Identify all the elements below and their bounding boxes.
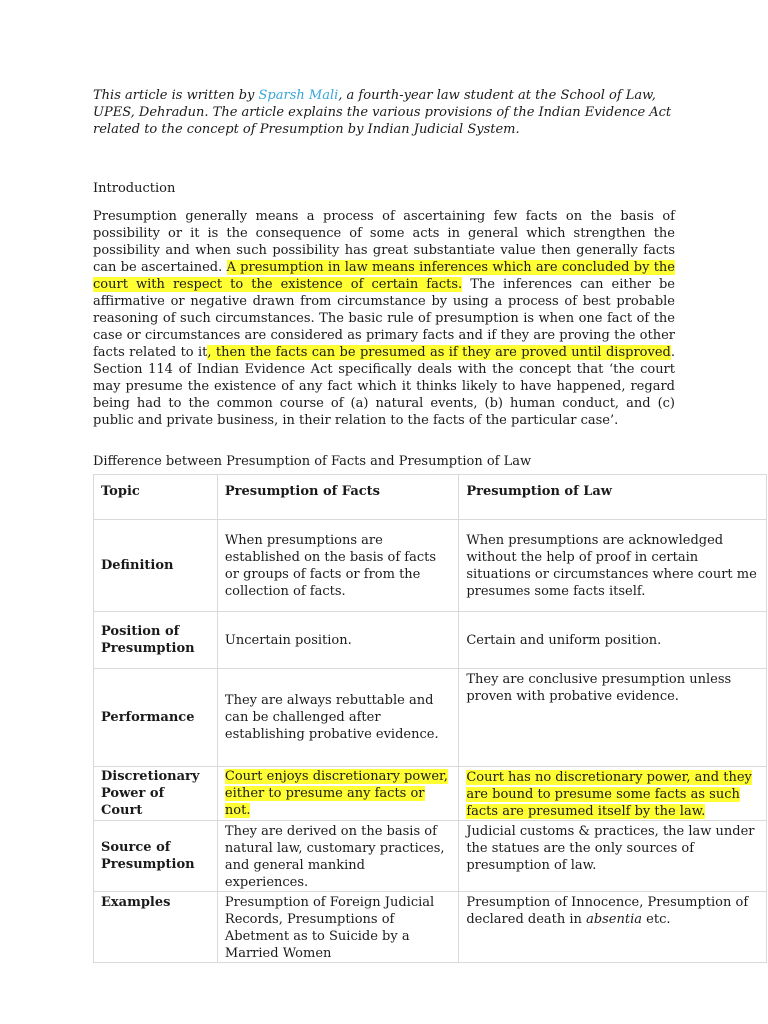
presumption-of-facts-cell: Uncertain position. xyxy=(217,612,458,669)
table-row xyxy=(94,669,767,767)
cell-text: etc. xyxy=(642,912,671,927)
author-note-prefix: This article is written by xyxy=(93,88,259,103)
paragraph-text: Presumption generally means a process of ascertaining few facts on the basis of possibility or it is the consequence of some acts in general which strengthen the possibility and when such possibility has great substantiate value then generally facts can be ascertained. xyxy=(93,209,675,275)
row-topic: Source of Presumption xyxy=(94,821,218,892)
table-row xyxy=(94,892,767,963)
table-row xyxy=(94,612,767,669)
highlighted-text: Court has no discretionary power, and they are bound to presume some facts as such facts are presumed itself by the law. xyxy=(466,770,752,819)
presumption-of-law-cell xyxy=(459,892,767,963)
introduction-paragraph xyxy=(93,208,675,429)
presumption-of-facts-cell xyxy=(217,767,458,821)
column-header: Presumption of Law xyxy=(459,475,767,520)
table-row xyxy=(94,767,767,821)
section-heading: Introduction xyxy=(93,181,176,196)
row-topic: Discretionary Power of Court xyxy=(94,767,218,821)
column-header: Topic xyxy=(94,475,218,520)
author-note-suffix: , a fourth-year law student at the School of Law, UPES, Dehradun. The article explains the various provisions of the Indian Evidence Act related to the concept of Presumption by Indian Judicial System. xyxy=(93,88,672,137)
author-note xyxy=(93,87,677,138)
table-row xyxy=(94,821,767,892)
table-caption: Difference between Presumption of Facts and Presumption of Law xyxy=(93,454,532,469)
presumption-of-facts-cell: Presumption of Foreign Judicial Records, Presumptions of Abetment as to Suicide by a Married Women xyxy=(217,892,458,963)
highlighted-text: A presumption in law means inferences which are concluded by the court with respect to the existence of certain facts. xyxy=(93,260,675,292)
column-header: Presumption of Facts xyxy=(217,475,458,520)
presumption-of-law-cell: When presumptions are acknowledged without the help of proof in certain situations or circumstances where court me presumes some facts itself. xyxy=(459,520,767,612)
presumption-of-law-cell: Judicial customs & practices, the law under the statues are the only sources of presumption of law. xyxy=(459,821,767,892)
row-topic: Position of Presumption xyxy=(94,612,218,669)
presumption-of-facts-cell: When presumptions are established on the basis of facts or groups of facts or from the collection of facts. xyxy=(217,520,458,612)
highlighted-text: , then the facts can be presumed as if they are proved until disproved xyxy=(207,345,671,360)
highlighted-text: Court enjoys discretionary power, either to presume any facts or not. xyxy=(224,769,448,818)
row-topic: Definition xyxy=(94,520,218,612)
presumption-of-law-cell xyxy=(459,767,767,821)
paragraph-text: . Section 114 of Indian Evidence Act specifically deals with the concept that ‘the court may presume the existence of any fact which it thinks likely to have happened, regard being had to the common course of (a) natural events, (b) human conduct, and (c) public and private business, in their relation to the facts of the particular case’. xyxy=(93,345,675,428)
row-topic: Performance xyxy=(94,669,218,767)
cell-text: Presumption of Innocence, Presumption of declared death in xyxy=(466,895,749,927)
italic-term: absentia xyxy=(586,912,643,927)
author-link[interactable]: Sparsh Mali xyxy=(258,88,339,103)
presumption-of-facts-cell: They are derived on the basis of natural law, customary practices, and general mankind experiences. xyxy=(217,821,458,892)
presumption-of-facts-cell: They are always rebuttable and can be challenged after establishing probative evidence. xyxy=(217,669,458,767)
table-header-row xyxy=(94,475,767,520)
presumption-of-law-cell: Certain and uniform position. xyxy=(459,612,767,669)
table-row xyxy=(94,520,767,612)
comparison-table xyxy=(93,474,767,963)
paragraph-text: The inferences can either be affirmative or negative drawn from circumstance by using a process of best probable reasoning of such circumstances. The basic rule of presumption is when one fact of the case or circumstances are considered as primary facts and if they are proving the other facts related to it xyxy=(93,277,675,360)
row-topic: Examples xyxy=(94,892,218,963)
presumption-of-law-cell: They are conclusive presumption unless proven with probative evidence. xyxy=(459,669,767,767)
